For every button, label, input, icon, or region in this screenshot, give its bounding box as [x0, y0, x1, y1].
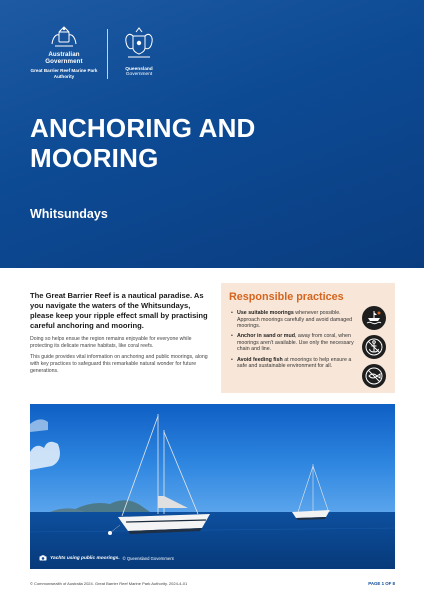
practice-3-text: at moorings to help ensure a safe and sustainable environment for all. — [237, 356, 352, 370]
page-number: PAGE 1 OF 8 — [368, 581, 395, 586]
intro-section — [30, 291, 214, 375]
page-footer — [30, 581, 395, 586]
logo-divider — [107, 29, 108, 79]
list-item — [231, 333, 357, 353]
commonwealth-crest-icon — [49, 26, 79, 48]
header-band — [0, 0, 424, 268]
photo-caption — [39, 555, 174, 561]
footer-copyright: © Commonwealth of Australia 2024. Great Barrier Reef Marine Park Authority. 2024-4-01 — [30, 581, 188, 586]
practice-1-text: whenever possible. Approach moorings carefully and avoid damaged moorings. — [237, 310, 353, 330]
queensland-government-logo — [117, 26, 161, 77]
intro-lead: The Great Barrier Reef is a nautical paradise. As you navigate the waters of the Whitsundays, please keep your ripple effect small by practising careful anchoring and mooring. — [30, 291, 208, 330]
queensland-crest-icon — [121, 26, 157, 60]
government-logos — [30, 26, 161, 80]
logo-ag-agency: Great Barrier Reef Marine Park Authority — [30, 68, 98, 79]
practice-2-bold: Anchor in sand or mud — [237, 333, 295, 340]
list-item — [231, 357, 357, 370]
no-fish-feeding-icon — [362, 364, 386, 388]
logo-ag-title: Australian Government — [45, 51, 83, 65]
intro-paragraph-2: This guide provides vital information on anchoring and public moorings, along with key practices to safeguard this remarkable natural wonder for future generations. — [30, 354, 208, 374]
practice-3-bold: Avoid feeding fish — [237, 356, 283, 363]
australian-government-logo — [30, 26, 98, 79]
responsible-practices-panel — [221, 283, 395, 393]
page-title: ANCHORING AND MOORING — [30, 113, 256, 173]
caption-credit: © Queensland Government — [122, 555, 174, 561]
practice-2-text: , away from coral, when moorings aren't available. Use only the necessary chain and line. — [237, 333, 354, 353]
no-anchor-on-coral-icon — [362, 335, 386, 359]
mooring-buoy-icon — [362, 306, 386, 330]
practice-1-bold: Use suitable moorings — [237, 310, 294, 316]
logo-qld-title: Queensland — [125, 67, 153, 72]
yachts-photo — [30, 404, 395, 569]
list-item — [231, 310, 357, 330]
camera-icon — [39, 555, 47, 561]
practice-icons — [362, 306, 387, 393]
intro-paragraph-1: Doing so helps ensue the region remains enjoyable for everyone while protecting its delicate marine habitats, like coral reefs. — [30, 336, 192, 349]
logo-qld-subtitle: Government — [125, 72, 153, 77]
yachts-illustration — [30, 404, 395, 569]
practices-list — [231, 310, 357, 373]
page-subtitle: Whitsundays — [30, 207, 108, 221]
caption-text: Yachts using public moorings. — [50, 555, 120, 561]
panel-heading: Responsible practices — [229, 291, 344, 303]
